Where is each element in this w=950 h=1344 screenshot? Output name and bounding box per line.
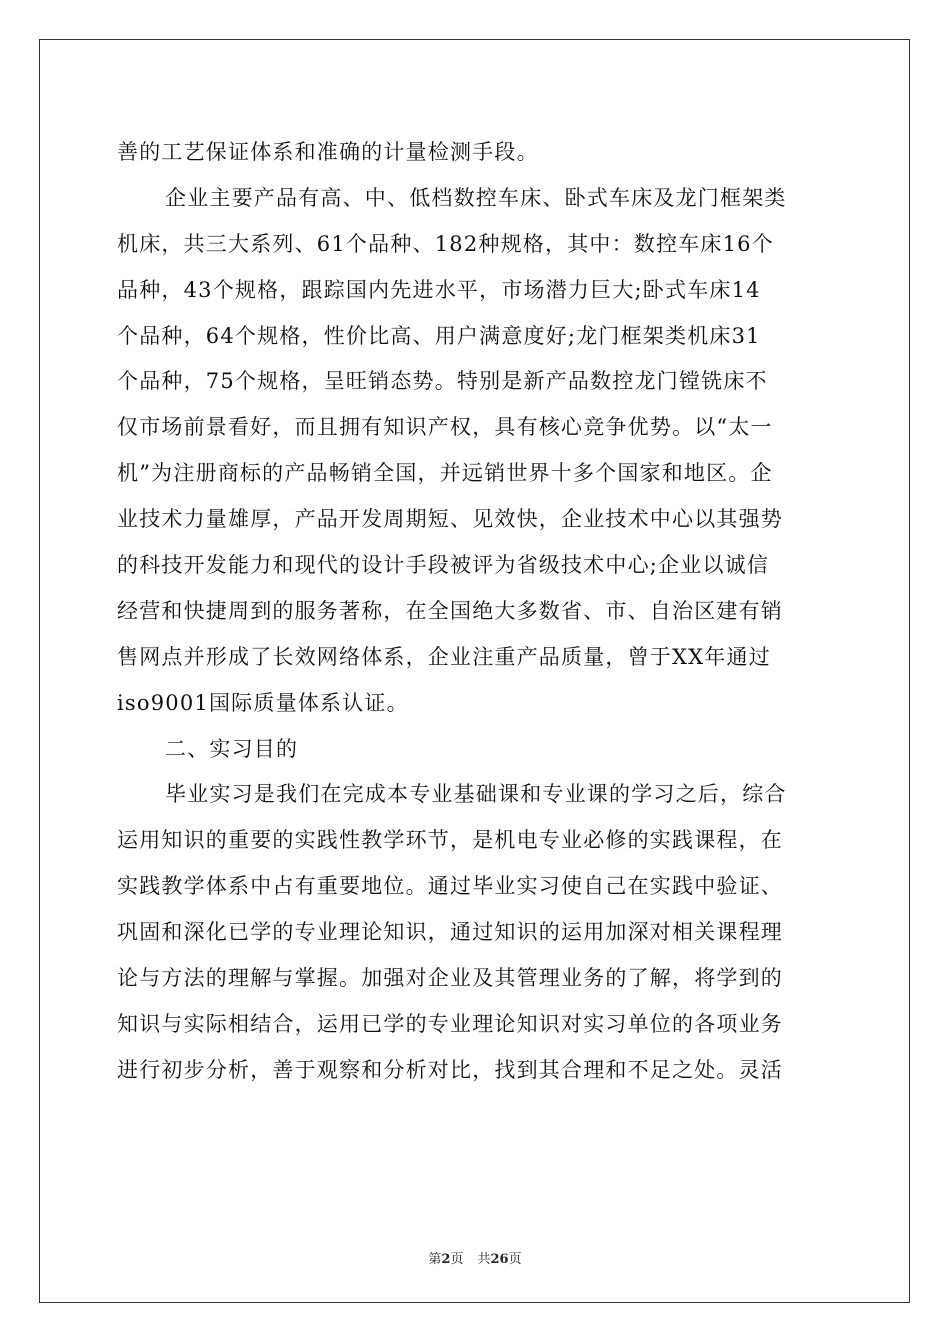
page-suffix: 页 [450, 1252, 464, 1267]
paragraph-line: 善的工艺保证体系和准确的计量检测手段。 [117, 140, 539, 164]
paragraph-line: 仅市场前景看好，而且拥有知识产权，具有核心竞争优势。以“太一 [117, 415, 773, 440]
paragraph-line: 机床，共三大系列、61个品种、182种规格，其中：数控车床16个 [117, 231, 774, 256]
section-heading: 二、实习目的 [165, 736, 299, 761]
page-prefix: 第 [428, 1252, 442, 1267]
paragraph-line: 个品种，64个规格，性价比高、用户满意度好;龙门框架类机床31 [117, 323, 761, 348]
paragraph-line: 个品种，75个规格，呈旺销态势。特别是新产品数控龙门镗铣床不 [117, 369, 768, 394]
paragraph-line: 机”为注册商标的产品畅销全国，并远销世界十多个国家和地区。企 [117, 461, 773, 486]
paragraph-line: 毕业实习是我们在完成本专业基础课和专业课的学习之后，综合 [165, 782, 787, 807]
paragraph-line: 进行初步分析，善于观察和分析对比，找到其合理和不足之处。灵活 [117, 1057, 783, 1082]
paragraph-line: 运用知识的重要的实践性教学环节，是机电专业必修的实践课程，在 [117, 828, 783, 853]
paragraph-line: 实践教学体系中占有重要地位。通过毕业实习使自己在实践中验证、 [117, 874, 783, 899]
document-body [117, 130, 832, 1094]
paragraph-line: 巩固和深化已学的专业理论知识，通过知识的运用加深对相关课程理 [117, 920, 783, 945]
total-pages: 26 [490, 1252, 509, 1267]
total-suffix: 页 [508, 1252, 522, 1267]
paragraph-line: 品种，43个规格，跟踪国内先进水平，市场潜力巨大;卧式车床14 [117, 277, 761, 302]
total-prefix: 共 [477, 1252, 491, 1267]
paragraph-line: 论与方法的理解与掌握。加强对企业及其管理业务的了解，将学到的 [117, 966, 783, 991]
paragraph-line: 知识与实际相结合，运用已学的专业理论知识对实习单位的各项业务 [117, 1011, 783, 1036]
page-footer [0, 1248, 950, 1267]
page-number: 2 [441, 1252, 451, 1267]
paragraph-line: 售网点并形成了长效网络体系，企业注重产品质量，曾于XX年通过 [117, 644, 771, 669]
paragraph-line: 经营和快捷周到的服务著称，在全国绝大多数省、市、自治区建有销 [117, 598, 783, 623]
paragraph-line: 业技术力量雄厚，产品开发周期短、见效快，企业技术中心以其强势 [117, 507, 783, 532]
paragraph-line: 企业主要产品有高、中、低档数控车床、卧式车床及龙门框架类 [165, 185, 787, 210]
paragraph-line: 的科技开发能力和现代的设计手段被评为省级技术中心;企业以诚信 [117, 553, 770, 578]
paragraph-line: iso9001国际质量体系认证。 [117, 690, 409, 715]
